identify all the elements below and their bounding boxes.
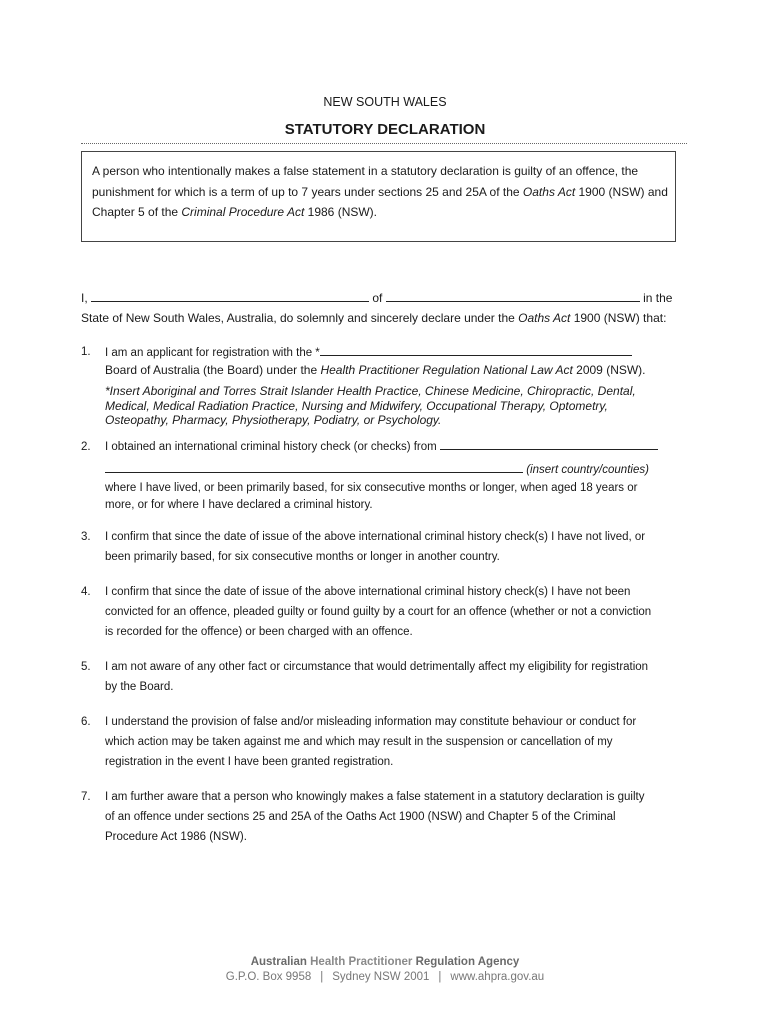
declarant-line <box>81 290 672 305</box>
clause-text: where I have lived, or been primarily based, for six consecutive months or longer, when aged 18 years or <box>105 482 638 494</box>
clause-text: I am not aware of any other fact or circumstance that would detrimentally affect my eligibility for registration <box>105 661 649 673</box>
clause-text: I am an applicant for registration with the * <box>105 347 320 359</box>
board-insert-note <box>105 384 695 428</box>
clause-text: of an offence under sections 25 and 25A of the Oaths Act 1900 (NSW) and Chapter 5 of the Criminal <box>105 811 616 823</box>
warning-line-1: A person who intentionally makes a false statement in a statutory declaration is guilty of an offence, the <box>92 164 639 178</box>
insert-country-hint: (insert country/counties) <box>526 464 649 476</box>
clause-text: 2009 (NSW). <box>572 363 646 377</box>
separator: | <box>320 971 324 983</box>
clause-1-line-1 <box>105 344 695 362</box>
org-text: Australian <box>250 956 311 968</box>
warning-text: punishment for which is a term of up to 7 years under sections 25 and 25A of the <box>92 184 523 199</box>
clause-text: I confirm that since the date of issue of the above international criminal history check(s) I have not lived, or <box>105 531 646 543</box>
clause-2-line-1 <box>105 437 695 457</box>
note-line: Medical, Medical Radiation Practice, Nursing and Midwifery, Occupational Therapy, Optometry, <box>105 398 608 413</box>
page-title: STATUTORY DECLARATION <box>284 121 486 138</box>
note-line: Osteopathy, Pharmacy, Physiotherapy, Podiatry, or Psychology. <box>105 413 442 427</box>
clause-text: more, or for where I have declared a criminal history. <box>105 499 373 511</box>
oaths-act-ref: Oaths Act <box>522 184 576 199</box>
warning-text: Chapter 5 of the <box>92 205 182 219</box>
clause-text: I am further aware that a person who knowingly makes a false statement in a statutory declaration is guilty <box>105 791 645 803</box>
footer-address <box>0 971 770 983</box>
clause-body <box>105 582 695 642</box>
clause-text: I understand the provision of false and/or misleading information may constitute behaviour or conduct for <box>105 716 637 728</box>
clause-body <box>105 657 695 697</box>
declaration-text: State of New South Wales, Australia, do solemnly and sincerely declare under the <box>81 311 519 325</box>
clause-text: registration in the event I have been granted registration. <box>105 756 394 768</box>
clause-text: under the <box>266 363 321 377</box>
clause-text: by the Board. <box>105 681 174 693</box>
clause-body <box>105 787 695 847</box>
clause-body <box>105 527 695 567</box>
clause-number: 5. <box>81 661 91 673</box>
city: Sydney NSW 2001 <box>332 971 430 983</box>
clause-text: is recorded for the offence) or been charged with an offence. <box>105 626 413 638</box>
declarant-name-field[interactable] <box>91 290 369 302</box>
declaration-statement <box>81 311 666 325</box>
separator: | <box>438 971 442 983</box>
board-name-field[interactable] <box>320 344 632 356</box>
org-text-highlight: Health Practitioner <box>310 956 413 968</box>
clause-text: Board of Australia (the Board) <box>105 363 267 377</box>
offence-warning-box <box>81 151 676 242</box>
address-label: of <box>372 291 383 305</box>
org-text: Regulation Agency <box>412 956 520 968</box>
declarant-label: I, <box>81 291 88 305</box>
clause-number: 7. <box>81 791 91 803</box>
oaths-act-ref: Oaths Act <box>518 311 571 325</box>
state-heading: NEW SOUTH WALES <box>323 95 447 109</box>
country-field[interactable] <box>105 461 523 473</box>
clause-2-line-2 <box>105 460 695 480</box>
criminal-procedure-act-ref: Criminal Procedure Act <box>181 205 305 219</box>
clause-text: which action may be taken against me and which may result in the suspension or cancellation of my <box>105 736 613 748</box>
national-law-act-ref: Health Practitioner Regulation National Law Act <box>320 363 573 377</box>
warning-text: 1900 (NSW) and <box>575 184 668 199</box>
note-line: *Insert Aboriginal and Torres Strait Islander Health Practice, Chinese Medicine, Chiropractic, Dental, <box>105 384 636 398</box>
clause-body <box>105 712 695 772</box>
warning-line-2 <box>92 182 675 203</box>
clause-text: I confirm that since the date of issue of the above international criminal history check(s) I have not been <box>105 586 631 598</box>
clause-number: 4. <box>81 586 91 598</box>
clause-number: 6. <box>81 716 91 728</box>
in-the-label: in the <box>643 291 673 305</box>
warning-line-3 <box>92 202 675 223</box>
clause-number: 3. <box>81 531 91 543</box>
clause-body <box>105 437 695 514</box>
po-box: G.P.O. Box 9958 <box>225 971 312 983</box>
clause-text: convicted for an offence, pleaded guilty or found guilty by a court for an offence (whether or not a conviction <box>105 606 652 618</box>
clause-body <box>105 344 695 428</box>
title-divider <box>81 143 687 144</box>
check-source-field[interactable] <box>440 438 658 450</box>
warning-text: 1986 (NSW). <box>304 205 378 219</box>
clause-1-line-2 <box>105 362 695 379</box>
clause-text: I obtained an international criminal history check (or checks) from <box>105 441 437 453</box>
declaration-text: 1900 (NSW) that: <box>570 311 667 325</box>
clause-number: 2. <box>81 441 91 453</box>
footer-organisation <box>0 956 770 968</box>
clause-text: Procedure Act 1986 (NSW). <box>105 831 247 843</box>
website-link[interactable]: www.ahpra.gov.au <box>450 971 545 983</box>
clause-number: 1. <box>81 346 91 358</box>
declarant-address-field[interactable] <box>386 290 640 302</box>
clause-text: been primarily based, for six consecutive months or longer in another country. <box>105 551 500 563</box>
